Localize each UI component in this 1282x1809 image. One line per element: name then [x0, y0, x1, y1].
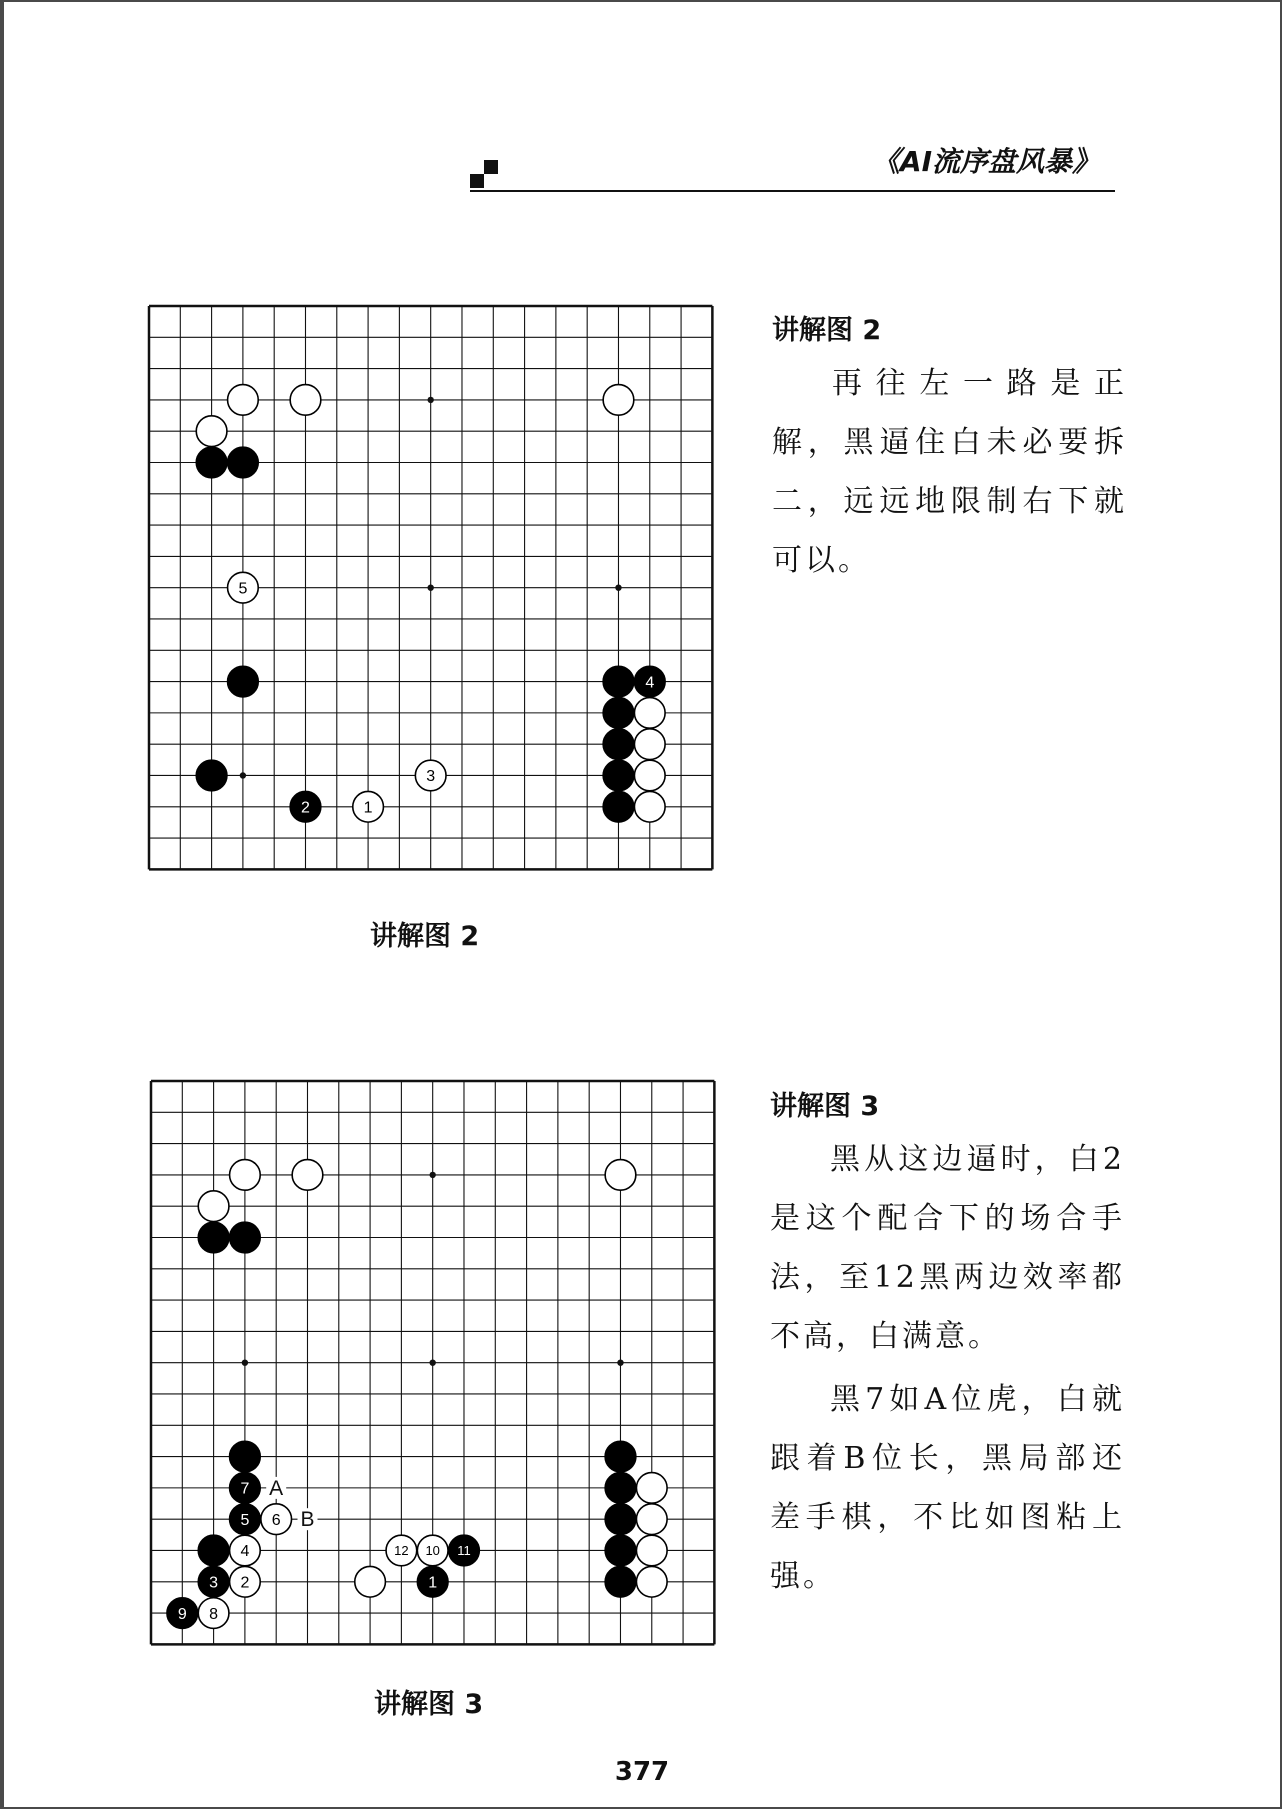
black-stone: [603, 729, 634, 760]
white-stone: [603, 385, 634, 416]
black-stone: [634, 666, 665, 697]
white-stone: [634, 760, 665, 791]
move-number: 11: [457, 1543, 471, 1559]
board-letter-marker: B: [300, 1508, 315, 1532]
white-stone: [415, 760, 446, 791]
star-point: [615, 584, 621, 590]
commentary-title: 讲解图 2: [772, 315, 882, 346]
white-stone: [196, 416, 227, 447]
white-stone: [636, 1473, 667, 1504]
white-stone: [230, 1566, 261, 1597]
book-page: [4, 2, 1280, 1807]
black-stone: [603, 698, 634, 729]
go-board-svg: [146, 303, 716, 873]
white-stone: [292, 1160, 323, 1191]
board-letter-marker: A: [269, 1476, 284, 1500]
move-number: 5: [240, 1511, 250, 1529]
black-stone: [603, 666, 634, 697]
black-stone: [605, 1535, 636, 1566]
move-number: 6: [271, 1511, 281, 1529]
white-stone: [230, 1160, 261, 1191]
commentary-paragraph: 再往左一路是正解，黑逼住白未必要拆二，远远地限制右下就可以。: [772, 366, 1127, 578]
move-number: 8: [209, 1605, 219, 1623]
header-rule: [470, 190, 1115, 192]
star-point: [427, 397, 433, 403]
black-stone: [230, 1222, 261, 1253]
book-title: 《AI流序盘风暴》: [871, 145, 1100, 178]
white-stone: [386, 1535, 417, 1566]
black-stone: [228, 447, 259, 478]
black-stone: [449, 1535, 480, 1566]
black-stone: [417, 1566, 448, 1597]
star-point: [617, 1359, 623, 1365]
white-stone: [261, 1504, 292, 1535]
checker-block-icon: [470, 160, 502, 192]
white-stone: [290, 385, 321, 416]
star-point: [427, 584, 433, 590]
move-number: 3: [209, 1574, 219, 1592]
black-stone: [605, 1504, 636, 1535]
black-stone: [196, 447, 227, 478]
white-stone: [636, 1566, 667, 1597]
white-stone: [636, 1535, 667, 1566]
star-point: [429, 1359, 435, 1365]
black-stone: [228, 666, 259, 697]
move-number: 2: [240, 1574, 250, 1592]
commentary-text: [770, 1130, 1125, 1606]
black-stone: [230, 1441, 261, 1472]
black-stone: [603, 760, 634, 791]
white-stone: [634, 698, 665, 729]
black-stone: [198, 1222, 229, 1253]
commentary-paragraph: 黑从这边逼时，白2是这个配合下的场合手法，至12黑两边效率都不高，白满意。: [770, 1142, 1125, 1354]
move-number: 7: [240, 1480, 250, 1498]
white-stone: [636, 1504, 667, 1535]
black-stone: [605, 1566, 636, 1597]
white-stone: [634, 729, 665, 760]
star-point: [240, 772, 246, 778]
black-stone: [603, 791, 634, 822]
move-number: 4: [240, 1543, 250, 1561]
black-stone: [605, 1441, 636, 1472]
black-stone: [605, 1473, 636, 1504]
move-number: 5: [238, 580, 248, 598]
move-number: 12: [394, 1543, 409, 1559]
diagram-caption: 讲解图 2: [370, 921, 480, 952]
white-stone: [355, 1566, 386, 1597]
white-stone: [228, 572, 259, 603]
go-board-diagram-2: [146, 303, 716, 873]
diagram-caption: 讲解图 3: [374, 1689, 484, 1720]
commentary-text: [772, 354, 1127, 590]
move-number: 1: [363, 799, 373, 817]
black-stone: [290, 791, 321, 822]
move-number: 1: [428, 1574, 438, 1592]
move-number: 2: [301, 799, 310, 817]
white-stone: [353, 791, 384, 822]
white-stone: [198, 1191, 229, 1222]
white-stone: [605, 1160, 636, 1191]
black-stone: [230, 1504, 261, 1535]
move-number: 9: [177, 1605, 187, 1623]
star-point: [429, 1172, 435, 1178]
move-number: 4: [645, 674, 655, 692]
black-stone: [230, 1473, 261, 1504]
move-number: 3: [426, 768, 436, 786]
move-number: 10: [425, 1543, 440, 1559]
white-stone: [198, 1598, 229, 1629]
black-stone: [167, 1598, 198, 1629]
white-stone: [417, 1535, 448, 1566]
commentary-paragraph: 黑7如A位虎，白就跟着B位长，黑局部还差手棋，不比如图粘上强。: [770, 1382, 1125, 1594]
star-point: [242, 1359, 248, 1365]
go-board-diagram-3: [148, 1078, 718, 1648]
white-stone: [634, 791, 665, 822]
go-board-svg: [148, 1078, 718, 1648]
commentary-title: 讲解图 3: [770, 1091, 880, 1122]
white-stone: [230, 1535, 261, 1566]
page-number: 377: [614, 1757, 670, 1787]
white-stone: [228, 385, 259, 416]
black-stone: [198, 1535, 229, 1566]
black-stone: [198, 1566, 229, 1597]
black-stone: [196, 760, 227, 791]
